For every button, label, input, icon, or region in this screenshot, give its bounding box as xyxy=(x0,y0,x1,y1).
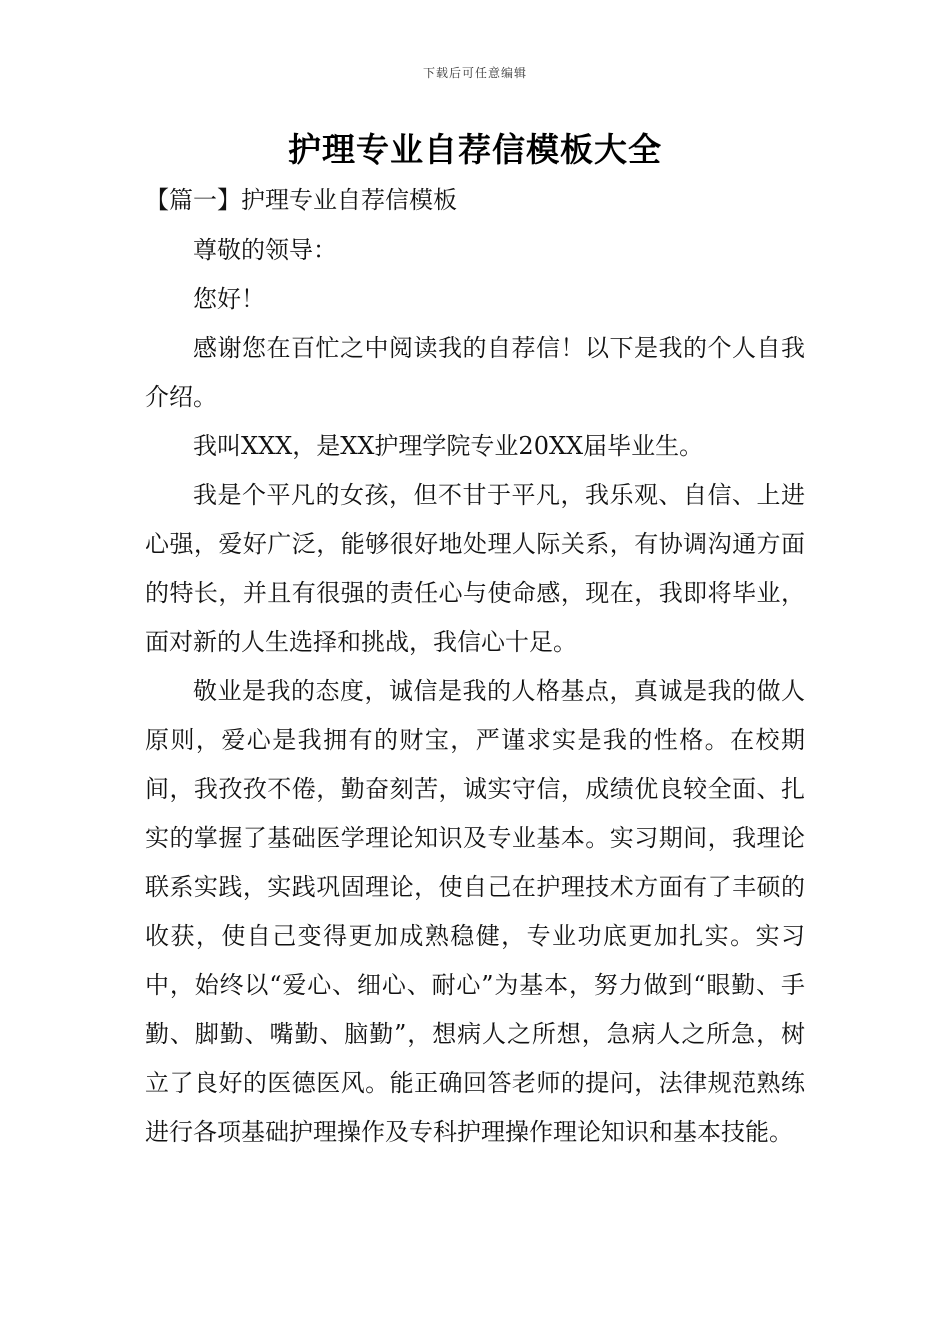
document-body xyxy=(145,226,805,1157)
document-title: 护理专业自荐信模板大全 xyxy=(288,130,662,169)
body-paragraph: 感谢您在百忙之中阅读我的自荐信！以下是我的个人自我介绍。 xyxy=(145,334,805,411)
body-paragraph: 敬业是我的态度，诚信是我的人格基点，真诚是我的做人原则，爱心是我拥有的财宝，严谨求实是我的性格。在校期间，我孜孜不倦，勤奋刻苦，诚实守信，成绩优良较全面、扎实的掌握了基础医学理论知识及专业基本。实习期间，我理论联系实践，实践巩固理论，使自己在护理技术方面有了丰硕的收获，使自己变得更加成熟稳健，专业功底更加扎实。实习中，始终以“爱心、细心、耐心”为基本，努力做到“眼勤、手勤、脚勤、嘴勤、脑勤”，想病人之所想，急病人之所急，树立了良好的医德医风。能正确回答老师的提问，法律规范熟练进行各项基础护理操作及专科护理操作理论知识和基本技能。 xyxy=(145,677,805,1146)
section-heading: 【篇一】护理专业自荐信模板 xyxy=(145,186,457,214)
header-note: 下载后可任意编辑 xyxy=(422,66,527,80)
body-paragraph: 我叫XXX，是XX护理学院专业20XX届毕业生。 xyxy=(193,432,704,460)
body-paragraph: 我是个平凡的女孩，但不甘于平凡，我乐观、自信、上进心强，爱好广泛，能够很好地处理人际关系，有协调沟通方面的特长，并且有很强的责任心与使命感，现在，我即将毕业，面对新的人生选择和挑战，我信心十足。 xyxy=(145,481,805,656)
salutation: 尊敬的领导： xyxy=(193,236,337,264)
greeting: 您好！ xyxy=(193,285,265,313)
